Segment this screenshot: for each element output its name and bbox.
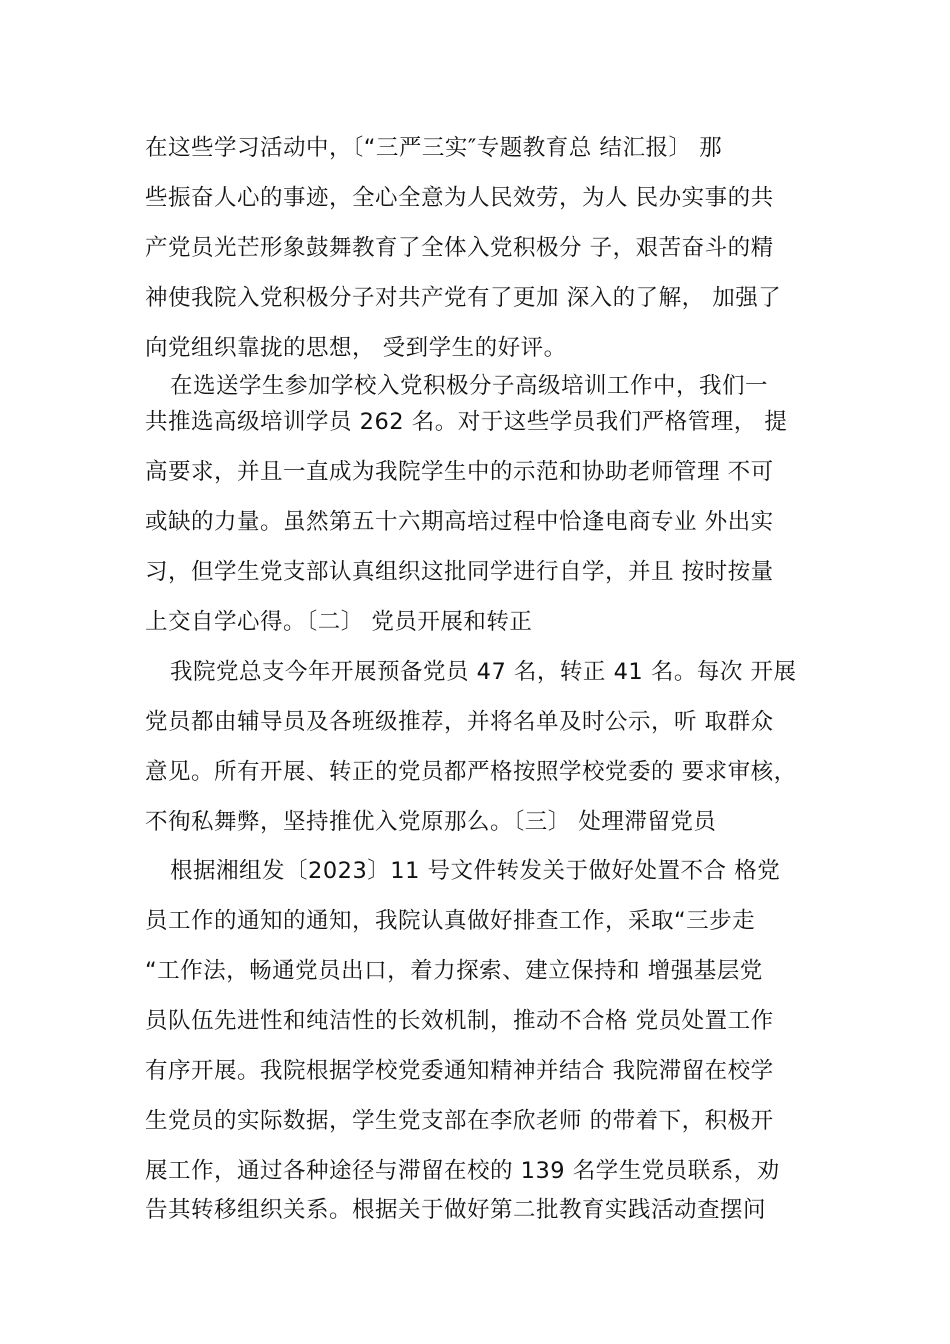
text-line: 神使我院入党积极分子对共产党有了更加 深入的了解， 加强了 [145,285,782,311]
text-line: 产党员光芒形象鼓舞教育了全体入党积极分 子，艰苦奋斗的精 [145,235,774,261]
text-line: 向党组织靠拢的思想， 受到学生的好评。 [145,335,567,361]
text-line: 员工作的通知的通知，我院认真做好排查工作，采取“三步走 [145,908,756,934]
text-line: 告其转移组织关系。根据关于做好第二批教育实践活动查摆问 [145,1197,767,1223]
text-line: 员队伍先进性和纯洁性的长效机制，推动不合格 党员处置工作 [145,1008,774,1034]
text-line: 或缺的力量。虽然第五十六期高培过程中恰逢电商专业 外出实 [145,509,774,535]
text-line: 意见。所有开展、转正的党员都严格按照学校党委的 要求审核， [145,759,797,785]
text-line: 展工作，通过各种途径与滞留在校的 139 名学生党员联系，劝 [145,1158,780,1184]
text-line: 习，但学生党支部认真组织这批同学进行自学，并且 按时按量 [145,559,774,585]
paragraph-start-line: 我院党总支今年开展预备党员 47 名，转正 41 名。每次 开展 [170,659,797,685]
text-line: 些振奋人心的事迹，全心全意为人民效劳，为人 民办实事的共 [145,185,774,211]
paragraph-start-line: 在选送学生参加学校入党积极分子高级培训工作中，我们一 [170,373,769,399]
text-line: 党员都由辅导员及各班级推荐，并将名单及时公示，听 取群众 [145,709,774,735]
text-line: “工作法，畅通党员出口，着力探索、建立保持和 增强基层党 [145,958,763,984]
text-line: 高要求，并且一直成为我院学生中的示范和协助老师管理 不可 [145,459,774,485]
text-line: 共推选高级培训学员 262 名。对于这些学员我们严格管理， 提 [145,409,788,435]
text-line: 有序开展。我院根据学校党委通知精神并结合 我院滞留在校学 [145,1058,774,1084]
text-line: 不徇私舞弊，坚持推优入党原那么。〔三〕 处理滞留党员 [145,809,717,835]
text-line: 上交自学心得。〔二〕 党员开展和转正 [145,609,533,635]
text-line: 生党员的实际数据，学生党支部在李欣老师 的带着下，积极开 [145,1108,774,1134]
paragraph-start-line: 根据湘组发〔2023〕11 号文件转发关于做好处置不合 格党 [170,858,781,884]
text-line: 在这些学习活动中，〔“三严三实″专题教育总 结汇报〕 那 [145,135,723,161]
